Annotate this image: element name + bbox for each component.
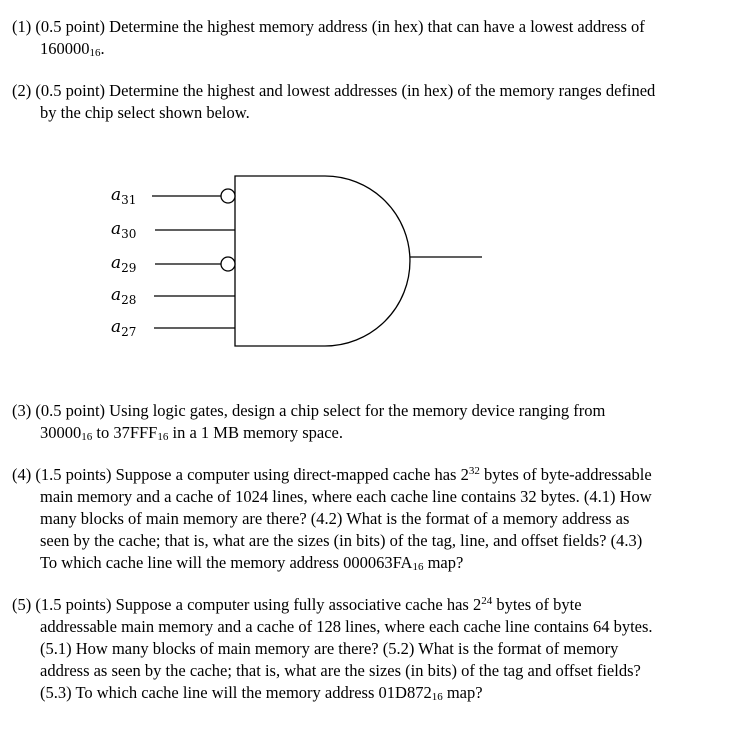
- question-5: [12, 594, 742, 708]
- question-5-line-1: [12, 594, 742, 616]
- q4-exponent: 32: [468, 465, 480, 477]
- inversion-bubble-a31: [221, 189, 235, 203]
- lowest-address-base: 16: [89, 47, 101, 59]
- question-2-line-2: by the chip select shown below.: [40, 103, 250, 122]
- range-start-base: 16: [81, 431, 93, 443]
- q5-text-b: bytes of byte: [492, 595, 582, 614]
- question-3: [12, 400, 742, 448]
- q4-address-text: To which cache line will the memory address 000063FA: [40, 553, 413, 572]
- question-4: [12, 464, 742, 578]
- question-4-line-4: seen by the cache; that is, what are the sizes (in bits) of the tag, line, and offset fields? (4.3): [40, 531, 643, 550]
- inversion-bubble-a29: [221, 257, 235, 271]
- label-a29: $a_{29}$: [111, 253, 137, 275]
- q4-map-text: map?: [423, 553, 464, 572]
- chip-select-diagram: [0, 170, 750, 370]
- question-5-line-3: (5.1) How many blocks of main memory are there? (5.2) What is the format of memory: [40, 639, 619, 658]
- range-end-base: 16: [157, 431, 169, 443]
- and-gate: [235, 176, 410, 346]
- label-a30: $a_{30}$: [111, 219, 137, 241]
- label-a28: $a_{28}$: [111, 285, 137, 307]
- q5-address-text: (5.3) To which cache line will the memory address 01D872: [40, 683, 432, 702]
- question-5-line-2: addressable main memory and a cache of 128 lines, where each cache line contains 64 bytes.: [40, 617, 653, 636]
- period: .: [100, 39, 105, 58]
- question-5-line-4: address as seen by the cache; that is, what are the sizes (in bits) of the tag and offset fields?: [40, 661, 641, 680]
- question-4-line-2: main memory and a cache of 1024 lines, where each cache line contains 32 bytes. (4.1) How: [40, 487, 652, 506]
- q4-text-b: bytes of byte-addressable: [479, 465, 652, 484]
- question-1-line-2: [12, 38, 742, 64]
- q5-exponent: 24: [481, 595, 493, 607]
- lowest-address-value: 160000: [40, 39, 90, 58]
- question-4-line-5: [12, 552, 742, 578]
- question-4-line-3: many blocks of main memory are there? (4.2) What is the format of a memory address as: [40, 509, 630, 528]
- question-2-line-1: (2) (0.5 point) Determine the highest and lowest addresses (in hex) of the memory ranges defined: [12, 81, 656, 100]
- memory-space-text: in a 1 MB memory space.: [168, 423, 343, 442]
- label-a27: $a_{27}$: [111, 317, 137, 339]
- range-end: to 37FFF: [92, 423, 158, 442]
- question-1: [12, 16, 742, 64]
- range-start: 30000: [40, 423, 82, 442]
- q5-text-a: (5) (1.5 points) Suppose a computer using fully associative cache has 2: [12, 595, 482, 614]
- q4-text-a: (4) (1.5 points) Suppose a computer using direct-mapped cache has 2: [12, 465, 469, 484]
- question-4-line-1: [12, 464, 742, 486]
- question-5-line-5: [12, 682, 742, 708]
- question-3-line-1: (3) (0.5 point) Using logic gates, design a chip select for the memory device ranging from: [12, 401, 606, 420]
- question-1-line-1: (1) (0.5 point) Determine the highest memory address (in hex) that can have a lowest address of: [12, 17, 645, 36]
- label-a31: $a_{31}$: [111, 185, 137, 207]
- question-3-line-2: [12, 422, 742, 448]
- q5-map-text: map?: [442, 683, 483, 702]
- q4-address-base: 16: [412, 561, 424, 573]
- question-2: [12, 80, 742, 124]
- q5-address-base: 16: [431, 691, 443, 703]
